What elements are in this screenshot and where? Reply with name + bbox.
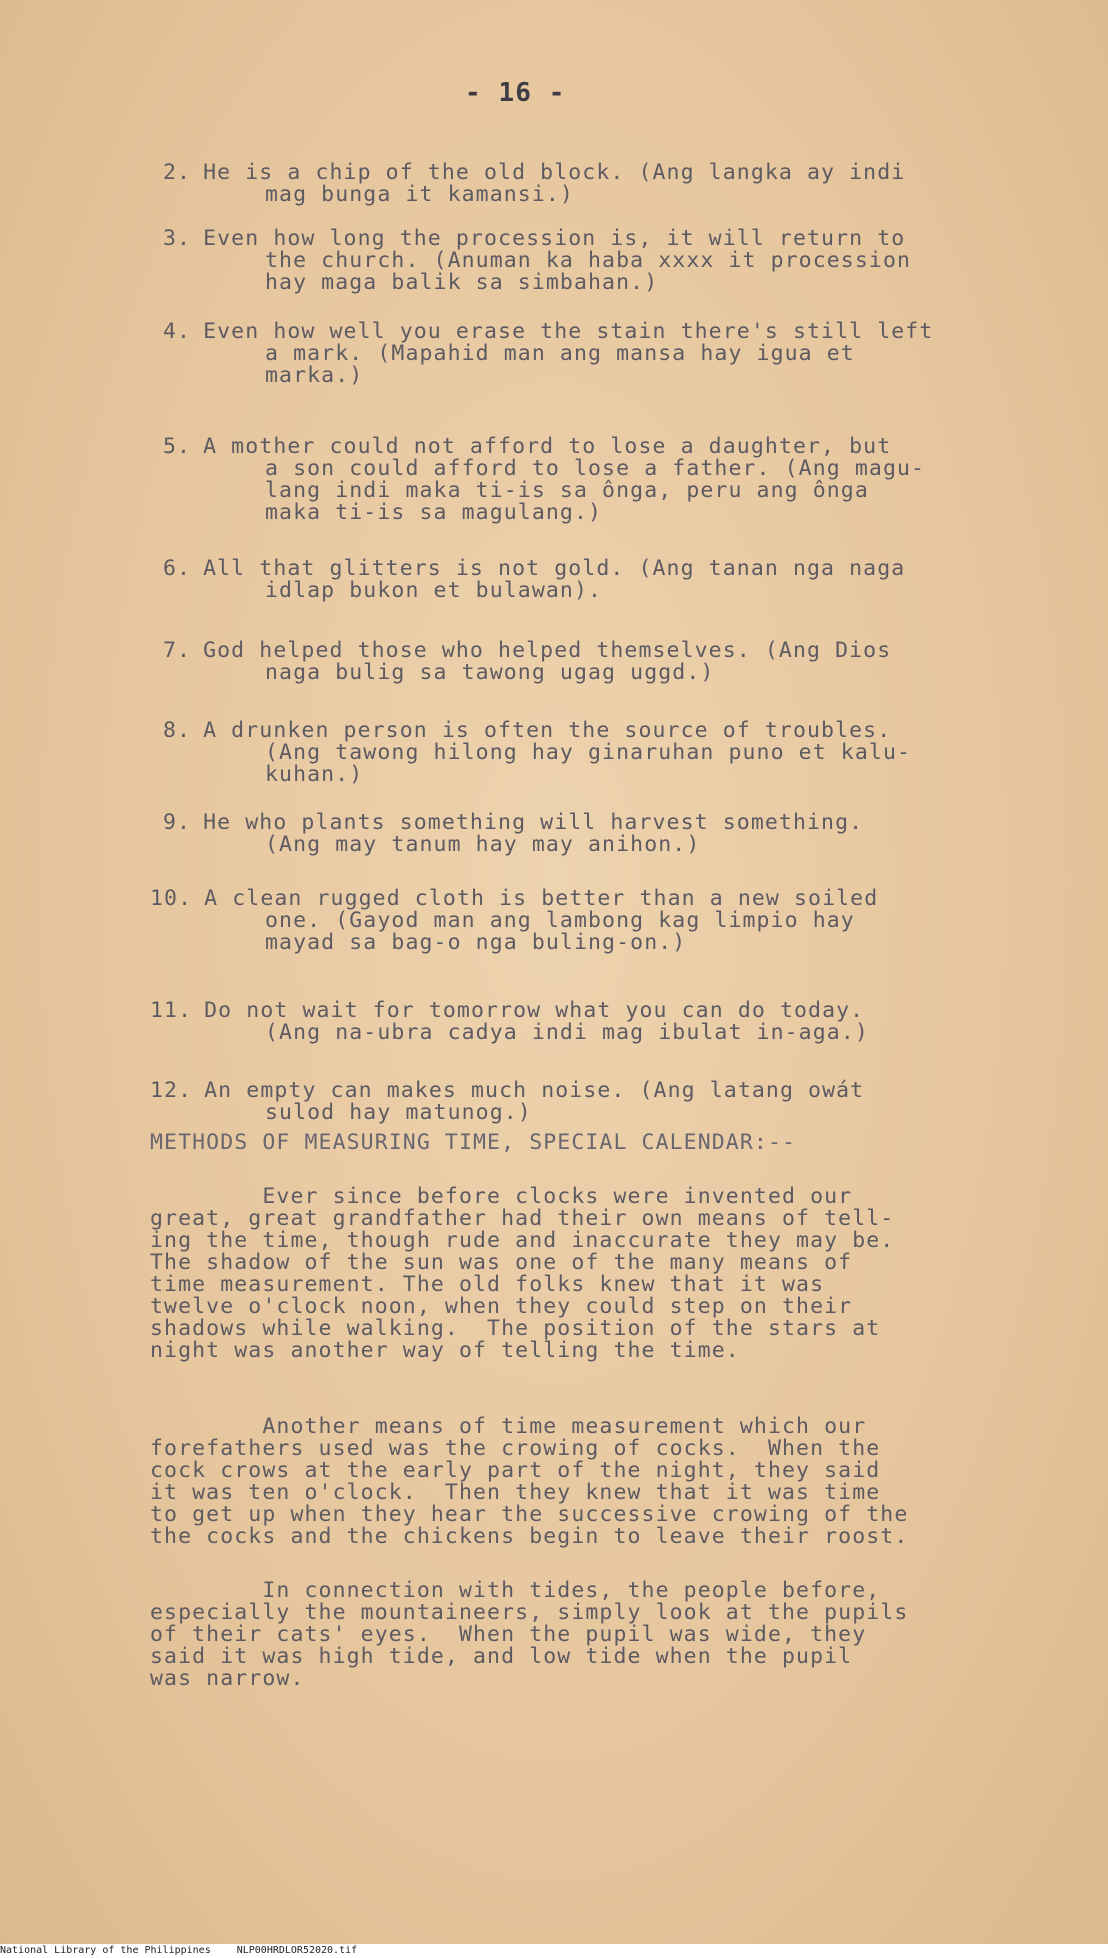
paragraph-line: ing the time, though rude and inaccurate they may be. (150, 1228, 895, 1253)
proverb-item (150, 1000, 869, 1044)
proverb-line: marka.) (265, 363, 364, 388)
proverb-line: God helped those who helped themselves. (Ang Dios (203, 638, 892, 663)
proverb-item (150, 888, 878, 954)
proverb-line: He is a chip of the old block. (Ang langka ay indi (203, 160, 906, 185)
page-number: - 16 - (465, 78, 566, 108)
footer-file: NLP00HRDLOR52020.tif (236, 1945, 358, 1956)
proverb-line: A mother could not afford to lose a daughter, but (203, 434, 892, 459)
paragraph-line: shadows while walking. The position of the stars at (150, 1316, 881, 1341)
proverb-line: idlap bukon et bulawan). (265, 578, 603, 603)
proverb-line: (Ang na-ubra cadya indi mag ibulat in-aga.) (265, 1020, 869, 1045)
paragraph-line: to get up when they hear the successive crowing of the (150, 1502, 909, 1527)
proverb-number: 7. (163, 638, 192, 663)
proverb-line: lang indi maka ti-is sa ônga, peru ang ônga (265, 478, 869, 503)
proverb-line: a son could afford to lose a father. (Ang magu- (265, 456, 926, 481)
paragraph-line: great, great grandfather had their own means of tell- (150, 1206, 895, 1231)
proverb-number: 10. (150, 886, 193, 911)
proverb-line: Even how well you erase the stain there's still left (203, 319, 934, 344)
paragraph-line: especially the mountaineers, simply look at the pupils (150, 1600, 909, 1625)
proverb-number: 12. (150, 1078, 193, 1103)
proverb-line: hay maga balik sa simbahan.) (265, 270, 659, 295)
proverb-line: mayad sa bag-o nga buling-on.) (265, 930, 687, 955)
proverb-line: A drunken person is often the source of troubles. (203, 718, 892, 743)
proverb-number: 3. (163, 226, 192, 251)
footer-library: National Library of the Philippines (0, 1945, 211, 1956)
paragraph-line: The shadow of the sun was one of the many means of (150, 1250, 853, 1275)
proverb-line: mag bunga it kamansi.) (265, 182, 574, 207)
proverb-item (163, 321, 933, 387)
paragraph-line: forefathers used was the crowing of cocks. When the (150, 1436, 881, 1461)
paragraph-line: was narrow. (150, 1666, 305, 1691)
paragraph-line: night was another way of telling the time. (150, 1338, 740, 1363)
body-paragraph (150, 1416, 908, 1548)
proverb-item (163, 228, 911, 294)
proverb-item (163, 436, 925, 524)
footer-bar (0, 1944, 1108, 1958)
proverb-item (163, 558, 905, 602)
proverb-line: All that glitters is not gold. (Ang tanan nga naga (203, 556, 906, 581)
paragraph-line: the cocks and the chickens begin to leave their roost. (150, 1524, 909, 1549)
paragraph-line: time measurement. The old folks knew that it was (150, 1272, 825, 1297)
paragraph-line: Another means of time measurement which our (150, 1414, 867, 1439)
proverb-line: sulod hay matunog.) (265, 1100, 532, 1125)
proverb-line: Even how long the procession is, it will return to (203, 226, 906, 251)
proverb-line: An empty can makes much noise. (Ang latang owát (204, 1078, 865, 1103)
paragraph-line: of their cats' eyes. When the pupil was wide, they (150, 1622, 867, 1647)
proverb-number: 6. (163, 556, 192, 581)
section-heading: METHODS OF MEASURING TIME, SPECIAL CALENDAR:-- (150, 1130, 797, 1155)
paragraph-line: it was ten o'clock. Then they knew that it was time (150, 1480, 881, 1505)
proverb-line: Do not wait for tomorrow what you can do today. (204, 998, 865, 1023)
proverb-line: a mark. (Mapahid man ang mansa hay igua et (265, 341, 855, 366)
body-paragraph (150, 1186, 894, 1362)
proverb-item (163, 812, 863, 856)
proverb-number: 11. (150, 998, 193, 1023)
body-paragraph (150, 1580, 908, 1690)
proverb-number: 4. (163, 319, 192, 344)
proverb-line: He who plants something will harvest something. (203, 810, 864, 835)
paragraph-line: cock crows at the early part of the night, they said (150, 1458, 881, 1483)
paragraph-line: said it was high tide, and low tide when the pupil (150, 1644, 853, 1669)
proverb-line: maka ti-is sa magulang.) (265, 500, 603, 525)
proverb-line: (Ang tawong hilong hay ginaruhan puno et kalu- (265, 740, 912, 765)
proverb-item (150, 1080, 864, 1124)
proverb-number: 8. (163, 718, 192, 743)
proverb-item (163, 720, 911, 786)
proverb-number: 5. (163, 434, 192, 459)
proverb-line: (Ang may tanum hay may anihon.) (265, 832, 701, 857)
proverb-item (163, 640, 891, 684)
proverb-line: one. (Gayod man ang lambong kag limpio hay (265, 908, 855, 933)
paragraph-line: Ever since before clocks were invented our (150, 1184, 853, 1209)
paragraph-line: twelve o'clock noon, when they could step on their (150, 1294, 853, 1319)
proverb-item (163, 162, 905, 206)
proverb-line: naga bulig sa tawong ugag uggd.) (265, 660, 715, 685)
paragraph-line: In connection with tides, the people before, (150, 1578, 881, 1603)
proverb-line: kuhan.) (265, 762, 364, 787)
proverb-number: 2. (163, 160, 192, 185)
proverb-line: A clean rugged cloth is better than a new soiled (204, 886, 879, 911)
proverb-line: the church. (Anuman ka haba xxxx it procession (265, 248, 912, 273)
proverb-number: 9. (163, 810, 192, 835)
